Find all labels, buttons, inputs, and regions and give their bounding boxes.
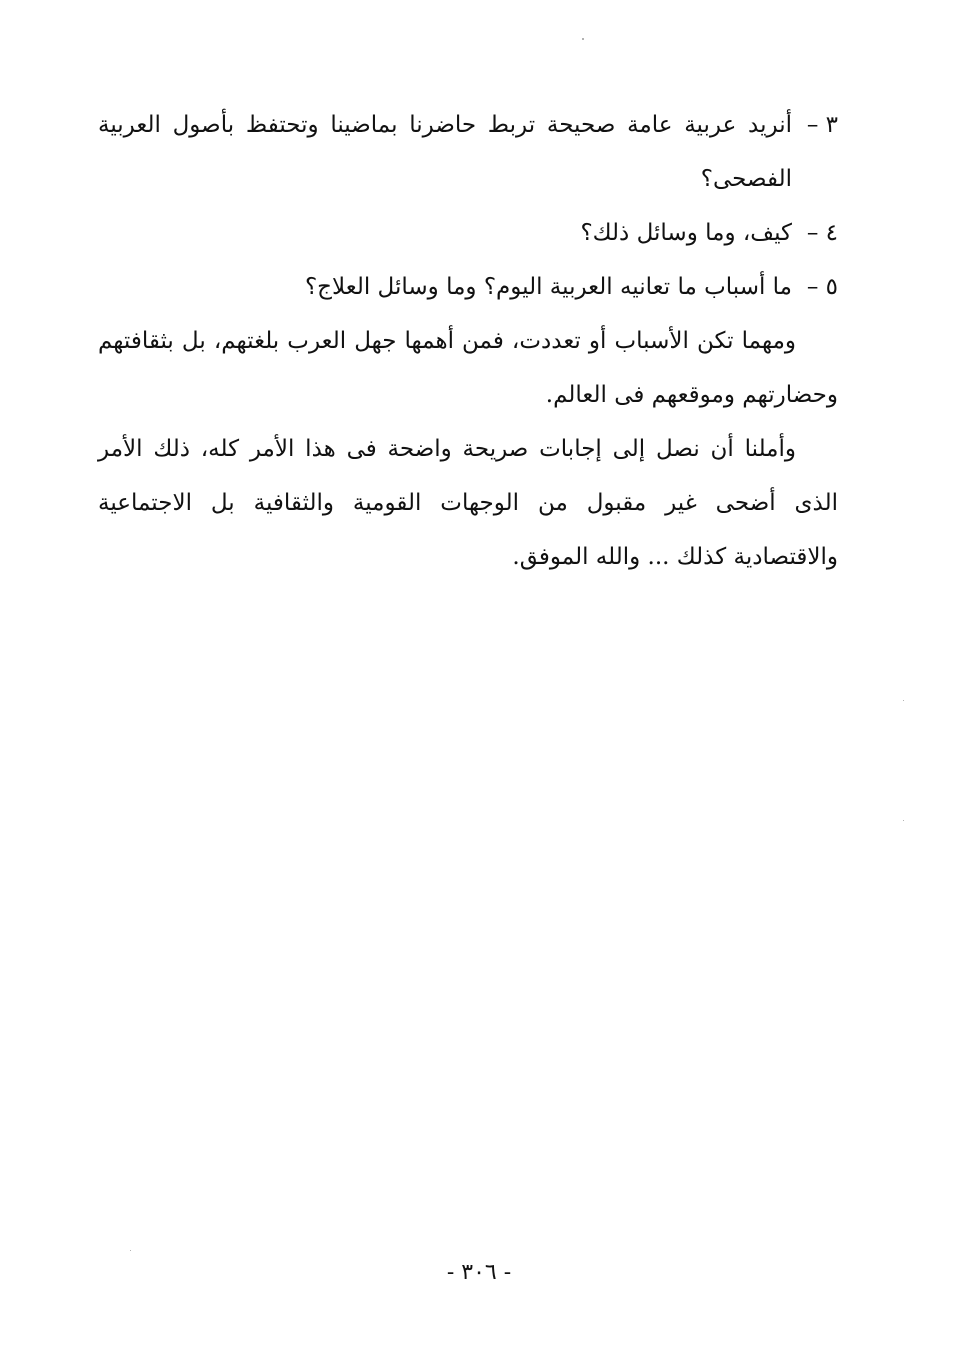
scan-speck bbox=[130, 1250, 131, 1251]
question-number: ٤ – bbox=[806, 220, 838, 246]
scan-speck bbox=[903, 820, 904, 821]
question-text: ما أسباب ما تعانيه العربية اليوم؟ وما وسائل العلاج؟ bbox=[304, 274, 792, 300]
body-text bbox=[98, 98, 838, 584]
question-item-4 bbox=[98, 206, 838, 260]
question-number: ٥ – bbox=[806, 274, 838, 300]
paragraph-hope: وأملنا أن نصل إلى إجابات صريحة واضحة فى هذا الأمر كله، ذلك الأمر الذى أضحى غير مقبول من الوجهات القومية والثقافية بل الاجتماعية والاقتصادية كذلك ... والله الموفق. bbox=[98, 436, 838, 570]
question-text: أنريد عربية عامة صحيحة تربط حاضرنا بماضينا وتحتفظ بأصول العربية الفصحى؟ bbox=[98, 112, 792, 192]
page-number: - ٣٠٦ - bbox=[446, 1260, 512, 1285]
question-number: ٣ – bbox=[806, 112, 838, 138]
question-item-3 bbox=[98, 98, 838, 206]
scan-speck bbox=[903, 700, 904, 701]
question-item-5 bbox=[98, 260, 838, 314]
question-text: كيف، وما وسائل ذلك؟ bbox=[580, 220, 792, 246]
scan-speck bbox=[582, 38, 584, 40]
paragraph-causes: ومهما تكن الأسباب أو تعددت، فمن أهمها جهل العرب بلغتهم، بل بثقافتهم وحضارتهم وموقعهم فى العالم. bbox=[98, 328, 838, 408]
